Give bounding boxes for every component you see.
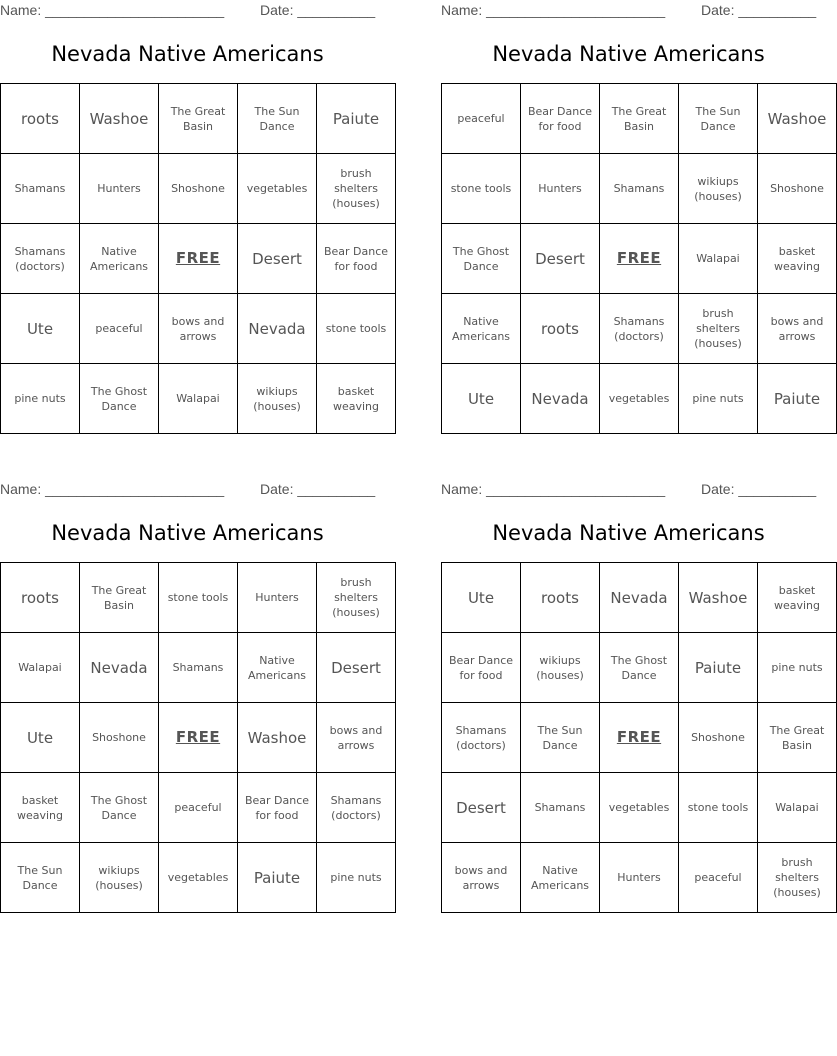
grid-row [1, 563, 396, 633]
bingo-cell: peaceful [159, 773, 238, 843]
bingo-cell: Native Americans [80, 224, 159, 294]
bingo-cell: peaceful [679, 843, 758, 913]
bingo-cell: peaceful [442, 84, 521, 154]
bingo-cell: Nevada [80, 633, 159, 703]
free-space: FREE [159, 703, 238, 773]
free-space: FREE [600, 703, 679, 773]
grid-row [442, 224, 837, 294]
bingo-cell: Shamans (doctors) [600, 294, 679, 364]
card-title: Nevada Native Americans [492, 521, 765, 545]
bingo-cell: pine nuts [758, 633, 837, 703]
grid-row [442, 84, 837, 154]
bingo-cell: bows and arrows [317, 703, 396, 773]
bingo-cell: The Ghost Dance [600, 633, 679, 703]
bingo-cell: Shoshone [80, 703, 159, 773]
bingo-cell: Bear Dance for food [521, 84, 600, 154]
bingo-cell: The Ghost Dance [80, 773, 159, 843]
bingo-cell: wikiups (houses) [679, 154, 758, 224]
bingo-cell: brush shelters (houses) [317, 154, 396, 224]
bingo-cell: brush shelters (houses) [317, 563, 396, 633]
bingo-card-3 [0, 479, 383, 919]
bingo-cell: stone tools [679, 773, 758, 843]
name-field: Name: _______________________ [441, 481, 666, 497]
bingo-cell: The Great Basin [758, 703, 837, 773]
grid-row [1, 703, 396, 773]
bingo-cell: Native Americans [521, 843, 600, 913]
grid-row [442, 843, 837, 913]
bingo-cell: roots [521, 563, 600, 633]
bingo-cell: Washoe [679, 563, 758, 633]
bingo-cell: bows and arrows [159, 294, 238, 364]
bingo-cell: Bear Dance for food [238, 773, 317, 843]
bingo-cell: Shamans (doctors) [317, 773, 396, 843]
bingo-cell: basket weaving [758, 563, 837, 633]
bingo-cell: Walapai [758, 773, 837, 843]
bingo-grid [441, 83, 837, 434]
bingo-cell: roots [1, 563, 80, 633]
bingo-cell: stone tools [317, 294, 396, 364]
bingo-cell: peaceful [80, 294, 159, 364]
bingo-cell: Shoshone [679, 703, 758, 773]
bingo-cell: brush shelters (houses) [758, 843, 837, 913]
bingo-cell: pine nuts [679, 364, 758, 434]
grid-row [1, 364, 396, 434]
grid-row [1, 84, 396, 154]
grid-row [442, 633, 837, 703]
bingo-cell: The Ghost Dance [442, 224, 521, 294]
bingo-cell: stone tools [442, 154, 521, 224]
bingo-cell: Paiute [238, 843, 317, 913]
bingo-cell: Shamans [600, 154, 679, 224]
bingo-cell: pine nuts [1, 364, 80, 434]
name-field: Name: _______________________ [441, 2, 666, 18]
bingo-cell: vegetables [600, 364, 679, 434]
bingo-cell: Washoe [758, 84, 837, 154]
bingo-card-1 [0, 0, 389, 440]
name-field: Name: _______________________ [0, 481, 225, 497]
bingo-cell: The Sun Dance [238, 84, 317, 154]
bingo-cell: Shamans [521, 773, 600, 843]
grid-row [1, 633, 396, 703]
bingo-cell: Bear Dance for food [442, 633, 521, 703]
grid-row [442, 294, 837, 364]
bingo-cell: pine nuts [317, 843, 396, 913]
bingo-cell: Nevada [521, 364, 600, 434]
bingo-cell: Ute [442, 563, 521, 633]
name-field: Name: _______________________ [0, 2, 225, 18]
bingo-cell: Ute [442, 364, 521, 434]
bingo-cell: Desert [317, 633, 396, 703]
bingo-cell: vegetables [600, 773, 679, 843]
bingo-cell: Shoshone [159, 154, 238, 224]
bingo-cell: Hunters [80, 154, 159, 224]
grid-row [1, 154, 396, 224]
bingo-cell: roots [521, 294, 600, 364]
bingo-cell: Shamans (doctors) [442, 703, 521, 773]
bingo-cell: basket weaving [317, 364, 396, 434]
bingo-cell: Ute [1, 294, 80, 364]
card-title: Nevada Native Americans [492, 42, 765, 66]
bingo-cell: basket weaving [758, 224, 837, 294]
card-title: Nevada Native Americans [51, 42, 324, 66]
grid-row [442, 773, 837, 843]
bingo-cell: vegetables [159, 843, 238, 913]
grid-row [1, 224, 396, 294]
bingo-cell: Hunters [521, 154, 600, 224]
grid-row [442, 154, 837, 224]
bingo-cell: Bear Dance for food [317, 224, 396, 294]
bingo-cell: Native Americans [442, 294, 521, 364]
bingo-cell: Desert [442, 773, 521, 843]
free-space: FREE [600, 224, 679, 294]
bingo-cell: Walapai [159, 364, 238, 434]
bingo-cell: Shamans (doctors) [1, 224, 80, 294]
bingo-cell: Hunters [238, 563, 317, 633]
grid-row [1, 294, 396, 364]
bingo-cell: Hunters [600, 843, 679, 913]
bingo-cell: Paiute [679, 633, 758, 703]
free-space: FREE [159, 224, 238, 294]
bingo-card-4 [441, 479, 825, 919]
bingo-cell: brush shelters (houses) [679, 294, 758, 364]
bingo-cell: Washoe [80, 84, 159, 154]
bingo-grid [0, 83, 396, 434]
bingo-cell: The Sun Dance [679, 84, 758, 154]
bingo-cell: Paiute [317, 84, 396, 154]
bingo-cell: stone tools [159, 563, 238, 633]
bingo-cell: vegetables [238, 154, 317, 224]
grid-row [442, 364, 837, 434]
bingo-cell: wikiups (houses) [80, 843, 159, 913]
bingo-cell: The Ghost Dance [80, 364, 159, 434]
bingo-cell: The Sun Dance [521, 703, 600, 773]
bingo-cell: bows and arrows [442, 843, 521, 913]
date-field: Date: __________ [701, 2, 817, 18]
bingo-cell: basket weaving [1, 773, 80, 843]
bingo-grid [0, 562, 396, 913]
bingo-card-2 [441, 0, 827, 440]
grid-row [1, 773, 396, 843]
bingo-cell: bows and arrows [758, 294, 837, 364]
card-title: Nevada Native Americans [51, 521, 324, 545]
bingo-cell: Shamans [159, 633, 238, 703]
bingo-cell: The Sun Dance [1, 843, 80, 913]
bingo-cell: Walapai [1, 633, 80, 703]
date-field: Date: __________ [260, 481, 376, 497]
bingo-cell: roots [1, 84, 80, 154]
bingo-cell: The Great Basin [159, 84, 238, 154]
grid-row [442, 703, 837, 773]
grid-row [1, 843, 396, 913]
bingo-cell: Washoe [238, 703, 317, 773]
bingo-cell: Nevada [238, 294, 317, 364]
bingo-cell: wikiups (houses) [238, 364, 317, 434]
bingo-cell: The Great Basin [600, 84, 679, 154]
bingo-cell: Desert [521, 224, 600, 294]
bingo-cell: Desert [238, 224, 317, 294]
grid-row [442, 563, 837, 633]
bingo-cell: wikiups (houses) [521, 633, 600, 703]
bingo-cell: The Great Basin [80, 563, 159, 633]
bingo-cell: Shamans [1, 154, 80, 224]
bingo-cell: Paiute [758, 364, 837, 434]
bingo-cell: Shoshone [758, 154, 837, 224]
bingo-cell: Nevada [600, 563, 679, 633]
bingo-grid [441, 562, 837, 913]
bingo-cell: Native Americans [238, 633, 317, 703]
date-field: Date: __________ [701, 481, 817, 497]
date-field: Date: __________ [260, 2, 376, 18]
bingo-cell: Ute [1, 703, 80, 773]
bingo-cell: Walapai [679, 224, 758, 294]
